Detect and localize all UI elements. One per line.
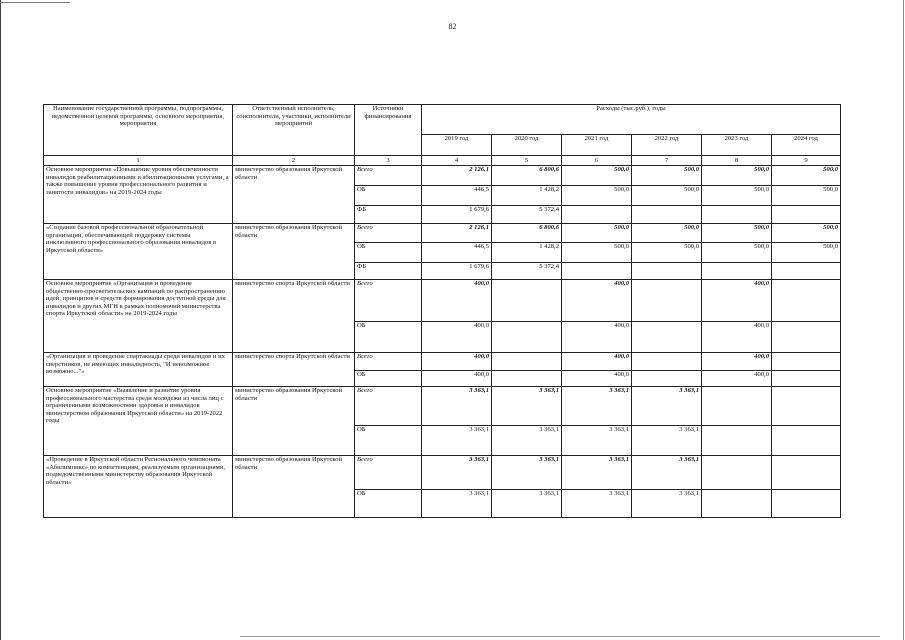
table-row (44, 280, 841, 322)
expense-value: 446,5 (422, 243, 492, 263)
expense-value (492, 322, 562, 353)
expense-value (492, 353, 562, 371)
expense-value: 500,0 (632, 224, 702, 243)
expense-value: 500,0 (702, 166, 772, 186)
column-number: 7 (632, 156, 702, 166)
expense-value (702, 426, 772, 456)
expense-value (632, 353, 702, 371)
expense-value (492, 371, 562, 387)
expense-value (772, 263, 841, 280)
header-year: 2020 год (492, 135, 562, 156)
page-number: 82 (448, 22, 457, 31)
expense-value: 3 363,1 (562, 456, 632, 490)
expense-value (702, 206, 772, 224)
table-row (44, 166, 841, 186)
expense-value: 3 363,1 (422, 456, 492, 490)
expense-value: 500,0 (772, 166, 841, 186)
expense-value: 500,0 (632, 186, 702, 206)
scan-artifact-line (0, 0, 1, 640)
activity-executor: министерство спорта Иркутской области (233, 353, 355, 387)
expense-value: 3 363,1 (492, 426, 562, 456)
funding-source: Всего (355, 456, 422, 490)
expense-value: 3 363,1 (562, 426, 632, 456)
column-number: 3 (355, 156, 422, 166)
expense-value: 1 679,6 (422, 263, 492, 280)
expense-value: 3 363,1 (492, 387, 562, 426)
expense-value: 3 363,1 (562, 490, 632, 518)
header-year: 2019 год (422, 135, 492, 156)
funding-source: ОБ (355, 490, 422, 518)
expense-value (772, 490, 841, 518)
expense-value (702, 456, 772, 490)
activity-name: «Создание базовой профессиональной образовательной организации, обеспечивающей поддержку системы инклюзивного профессионального образования инвалидов в Иркутской области» (44, 224, 233, 280)
header-expenses: Расходы (тыс.руб.), годы (422, 105, 841, 135)
expense-value: 3 363,1 (422, 426, 492, 456)
expense-value: 3 363,1 (632, 490, 702, 518)
expense-value: 500,0 (562, 186, 632, 206)
scan-artifact-line (0, 2, 70, 3)
funding-source: ОБ (355, 371, 422, 387)
expense-value: 500,0 (702, 243, 772, 263)
expense-value: 500,0 (632, 166, 702, 186)
expense-value: 500,0 (772, 243, 841, 263)
activity-name: Основное мероприятие «Выявление и развитие уровня профессионального мастерства среди молодежи из числа лиц с ограниченными возможностями здоровья и инвалидов министерством образования Иркутской области» на 2019-2022 годы (44, 387, 233, 456)
expense-value: 3 363,1 (492, 456, 562, 490)
expense-value: 500,0 (562, 243, 632, 263)
expense-value: 3 363,1 (632, 387, 702, 426)
expense-value: 500,0 (562, 224, 632, 243)
expense-value: 400,0 (562, 322, 632, 353)
expense-value (562, 263, 632, 280)
header-year: 2024 год (772, 135, 841, 156)
activity-name: Основное мероприятие «Организация и проведение общественно-просветительских кампаний по распространению идей, принципов и средств формирования доступной среды для инвалидов и других МГН в рамках полномочий министерства спорта Иркутской области» на 2019-2024 годы (44, 280, 233, 353)
expense-value (772, 280, 841, 322)
expense-value: 1 428,2 (492, 186, 562, 206)
expense-value (632, 206, 702, 224)
column-number: 9 (772, 156, 841, 166)
expense-value (772, 371, 841, 387)
expense-value (702, 387, 772, 426)
expense-value: 5 372,4 (492, 263, 562, 280)
header-name-column: Наименование государственной программы, подпрограммы, ведомственной целевой программы, основного мероприятия, мероприятия (44, 105, 233, 156)
activity-name: Основное мероприятие «Повышение уровня обеспеченности инвалидов реабилитационными и абилитационными услугами, а также повышение уровня профессионального развития и занятости инвалидов» на 2019-2024 годы (44, 166, 233, 224)
expense-value: 500,0 (702, 186, 772, 206)
expense-value: 2 126,1 (422, 224, 492, 243)
expense-value: 400,0 (422, 322, 492, 353)
table-header (44, 105, 841, 166)
funding-source: Всего (355, 387, 422, 426)
expense-value (772, 426, 841, 456)
funding-source: ОБ (355, 322, 422, 353)
expense-value: 500,0 (562, 166, 632, 186)
expense-value: 2 126,1 (422, 166, 492, 186)
table-row (44, 456, 841, 490)
budget-table (43, 104, 841, 518)
funding-source: ОБ (355, 186, 422, 206)
expense-value: 400,0 (422, 353, 492, 371)
expense-value: 400,0 (562, 353, 632, 371)
activity-name: «Организация и проведение спартакиады среди инвалидов и их сверстников, не имеющих инвалидность, "И невозможное возможно..."» (44, 353, 233, 387)
expense-value: 3 363,1 (632, 426, 702, 456)
expense-value (772, 456, 841, 490)
expense-value (772, 387, 841, 426)
table-row (44, 387, 841, 426)
funding-source: ФБ (355, 206, 422, 224)
activity-executor: министерство спорта Иркутской области (233, 280, 355, 353)
expense-value (562, 206, 632, 224)
expense-value: 3 363,1 (632, 456, 702, 490)
expense-value: 500,0 (632, 243, 702, 263)
expense-value (702, 490, 772, 518)
expense-value: 6 800,6 (492, 224, 562, 243)
column-number: 4 (422, 156, 492, 166)
expense-value: 400,0 (562, 280, 632, 322)
expense-value (772, 353, 841, 371)
expense-value (772, 322, 841, 353)
activity-executor: министерство образования Иркутской области (233, 224, 355, 280)
expense-value: 5 372,4 (492, 206, 562, 224)
expense-value (772, 206, 841, 224)
expense-value (702, 263, 772, 280)
activity-executor: министерство образования Иркутской области (233, 456, 355, 518)
expense-value: 500,0 (772, 186, 841, 206)
expense-value: 500,0 (702, 224, 772, 243)
expense-value (632, 322, 702, 353)
expense-value: 500,0 (772, 224, 841, 243)
column-number: 2 (233, 156, 355, 166)
scan-artifact-line (240, 636, 880, 637)
table-row (44, 224, 841, 243)
expense-value: 400,0 (702, 280, 772, 322)
expense-value (632, 371, 702, 387)
funding-source: ОБ (355, 426, 422, 456)
expense-value: 400,0 (562, 371, 632, 387)
header-year: 2023 год (702, 135, 772, 156)
column-number: 5 (492, 156, 562, 166)
expense-value: 400,0 (702, 322, 772, 353)
activity-executor: министерство образования Иркутской области (233, 387, 355, 456)
activity-name: «Проведение в Иркутской области Регионального чемпионата «Абилимпикс» по компетенциям, реализуемым организациями, подведомственными министерству образования Иркутской области» (44, 456, 233, 518)
column-number: 6 (562, 156, 632, 166)
expense-value (492, 280, 562, 322)
column-number: 8 (702, 156, 772, 166)
activity-executor: министерство образования Иркутской области (233, 166, 355, 224)
table-body (44, 166, 841, 518)
expense-value (632, 263, 702, 280)
header-year: 2021 год (562, 135, 632, 156)
expense-value: 400,0 (702, 371, 772, 387)
expense-value: 3 363,1 (492, 490, 562, 518)
expense-value: 400,0 (422, 371, 492, 387)
expense-value (632, 280, 702, 322)
funding-source: ФБ (355, 263, 422, 280)
expense-value: 1 428,2 (492, 243, 562, 263)
funding-source: Всего (355, 224, 422, 243)
expense-value: 3 363,1 (422, 490, 492, 518)
funding-source: Всего (355, 353, 422, 371)
expense-value: 6 800,6 (492, 166, 562, 186)
column-number: 1 (44, 156, 233, 166)
scan-artifact-line (903, 0, 904, 640)
expense-value: 3 363,1 (562, 387, 632, 426)
expense-value: 446,5 (422, 186, 492, 206)
expense-value: 400,0 (422, 280, 492, 322)
expense-value: 1 679,6 (422, 206, 492, 224)
header-source-column: Источники финансирования (355, 105, 422, 156)
funding-source: ОБ (355, 243, 422, 263)
funding-source: Всего (355, 280, 422, 322)
header-year: 2022 год (632, 135, 702, 156)
expense-value: 3 363,1 (422, 387, 492, 426)
table-row (44, 353, 841, 371)
funding-source: Всего (355, 166, 422, 186)
header-executor-column: Ответственный исполнитель, соисполнители, участники, исполнители мероприятий (233, 105, 355, 156)
expense-value: 400,0 (702, 353, 772, 371)
